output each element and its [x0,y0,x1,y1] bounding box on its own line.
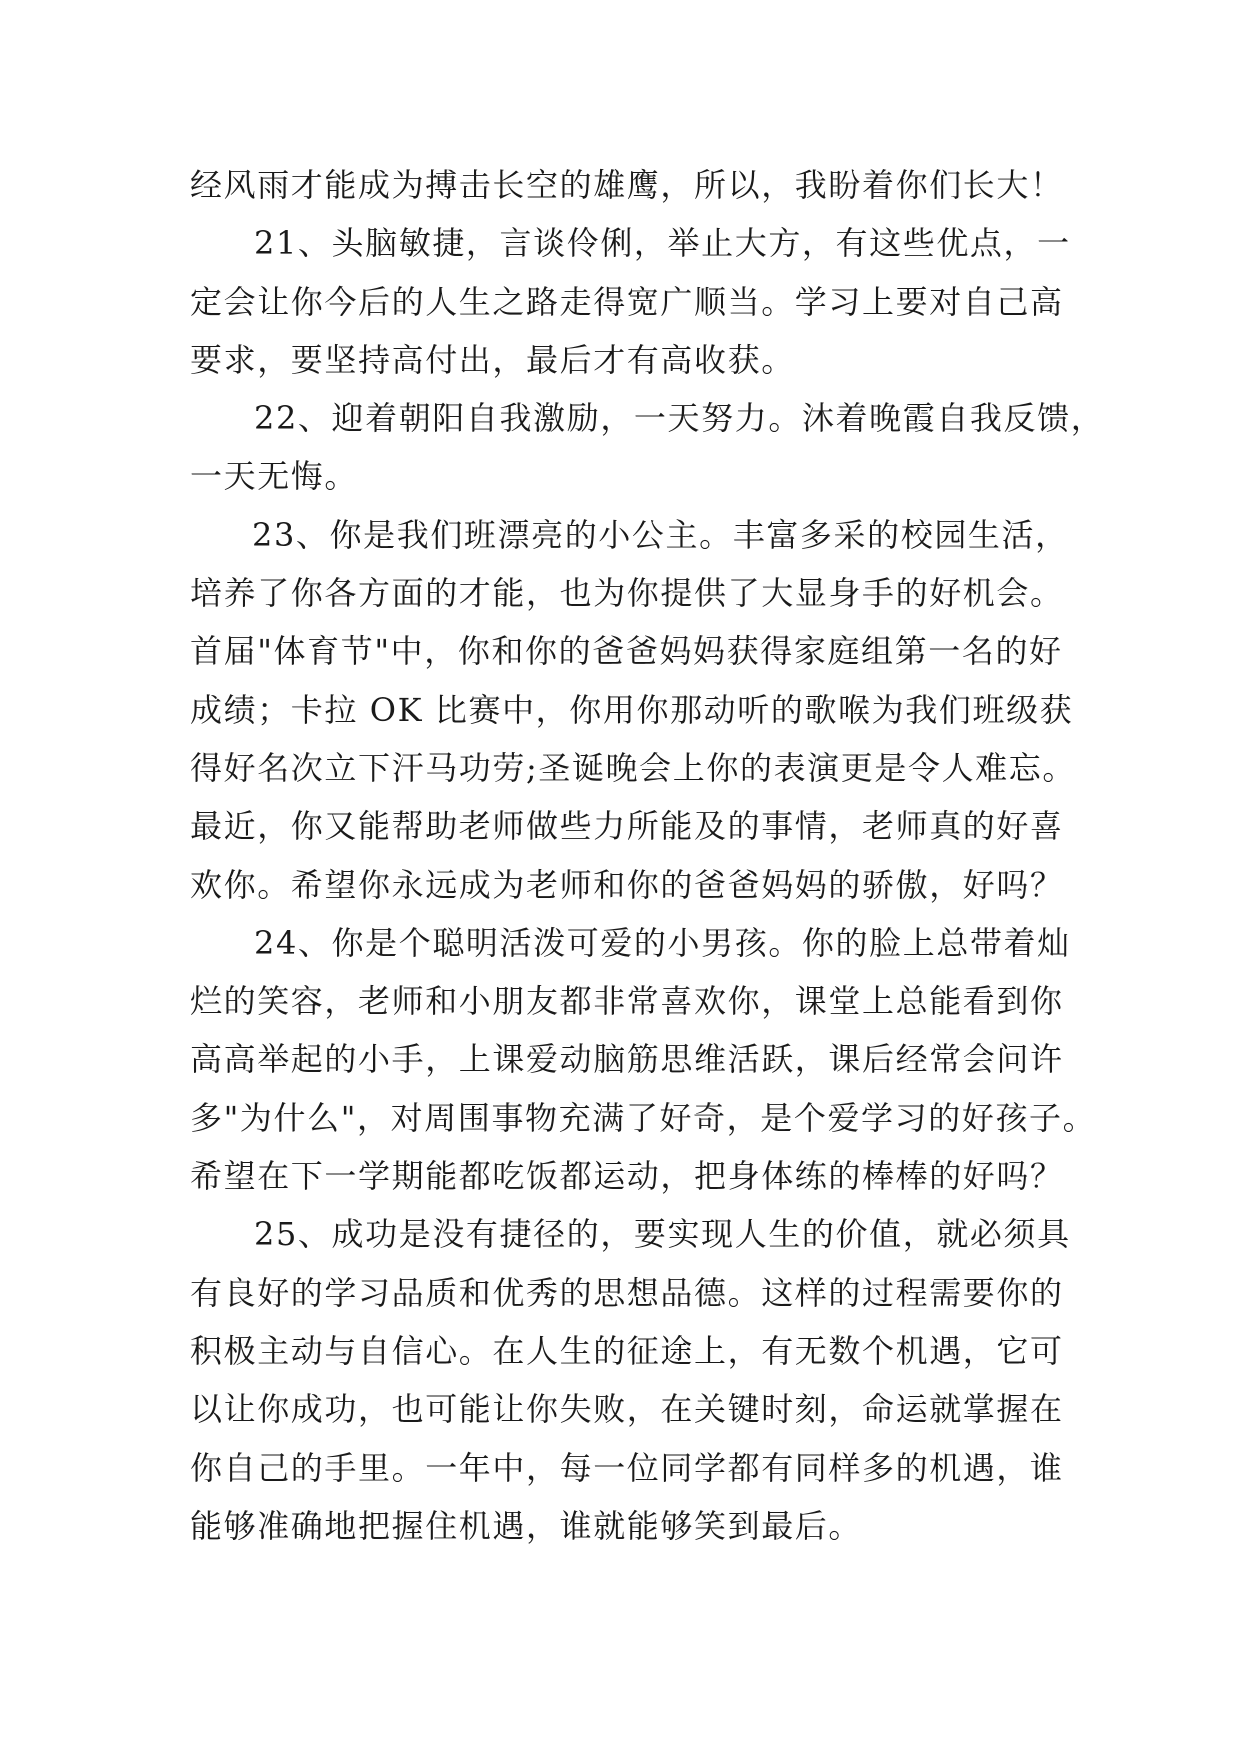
text-line: 定会让你今后的人生之路走得宽广顺当。学习上要对自己高 [190,282,1064,321]
text-line: 经风雨才能成为搏击长空的雄鹰，所以，我盼着你们长大！ [190,166,1064,204]
text-line: 欢你。希望你永远成为老师和你的爸爸妈妈的骄傲，好吗？ [190,865,1064,904]
text-line: 积极主动与自信心。在人生的征途上，有无数个机遇，它可 [190,1331,1064,1370]
text-line: 你自己的手里。一年中，每一位同学都有同样多的机遇，谁 [190,1448,1064,1487]
document-body [190,156,1105,1555]
paragraph-22-start: 22、迎着朝阳自我激励，一天努力。沐着晚霞自我反馈， [254,399,1105,438]
text-line: 有良好的学习品质和优秀的思想品德。这样的过程需要你的 [190,1273,1064,1312]
text-line: 最近，你又能帮助老师做些力所能及的事情，老师真的好喜 [190,807,1064,846]
text-line: 成绩；卡拉 OK 比赛中，你用你那动听的歌喉为我们班级获 [190,690,1074,729]
text-line: 要求，要坚持高付出，最后才有高收获。 [190,340,795,379]
text-line: 高高举起的小手，上课爱动脑筋思维活跃，课后经常会问许 [190,1040,1064,1079]
text-line: 首届"体育节"中，你和你的爸爸妈妈获得家庭组第一名的好 [190,632,1063,671]
paragraph-24-start: 24、你是个聪明活泼可爱的小男孩。你的脸上总带着灿 [254,923,1071,962]
paragraph-21-start: 21、头脑敏捷，言谈伶俐，举止大方，有这些优点，一 [254,224,1071,263]
paragraph-23-start: 23、你是我们班漂亮的小公主。丰富多采的校园生活， [252,515,1069,554]
text-line: 以让你成功，也可能让你失败，在关键时刻，命运就掌握在 [190,1390,1064,1429]
text-line: 得好名次立下汗马功劳;圣诞晚会上你的表演更是令人难忘。 [190,748,1076,787]
text-line: 希望在下一学期能都吃饭都运动，把身体练的棒棒的好吗？ [190,1157,1064,1196]
text-line: 能够准确地把握住机遇，谁就能够笑到最后。 [190,1506,863,1545]
text-line: 烂的笑容，老师和小朋友都非常喜欢你，课堂上总能看到你 [190,982,1064,1021]
paragraph-25-start: 25、成功是没有捷径的，要实现人生的价值，就必须具 [254,1215,1071,1254]
text-line: 培养了你各方面的才能，也为你提供了大显身手的好机会。 [190,574,1064,613]
text-line: 多"为什么"，对周围事物充满了好奇，是个爱学习的好孩子。 [190,1098,1097,1137]
text-line: 一天无悔。 [190,457,359,496]
